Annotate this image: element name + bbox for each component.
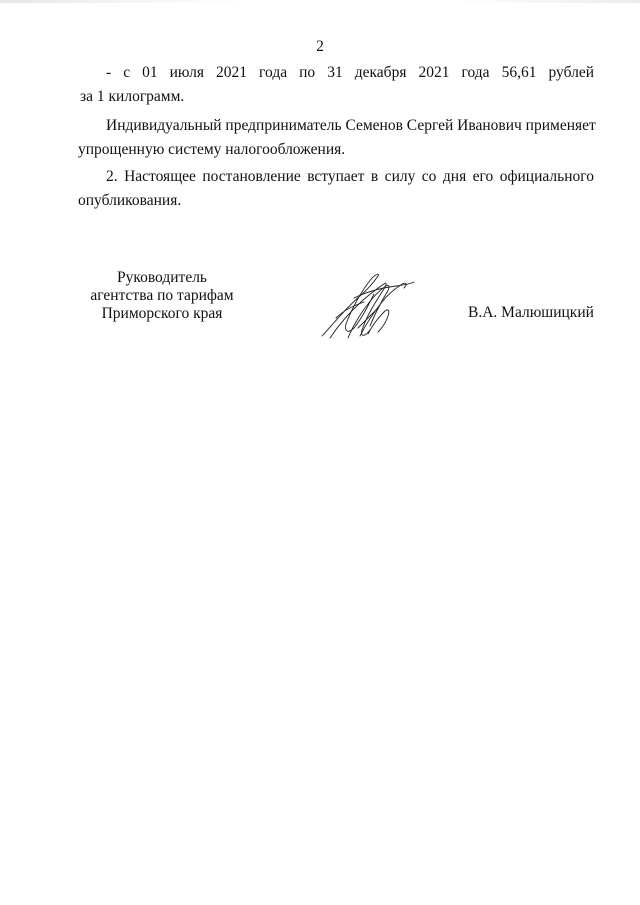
signatory-title-line-3: Приморского края bbox=[101, 305, 223, 322]
signatory-name: В.А. Малюшицкий bbox=[468, 304, 594, 321]
effective-date-paragraph bbox=[78, 165, 594, 213]
effective-date-line-2: опубликования. bbox=[78, 192, 182, 209]
tariff-paragraph bbox=[80, 61, 594, 109]
tariff-line-1: - с 01 июля 2021 года по 31 декабря 2021 года 56,61 рублей bbox=[106, 64, 594, 81]
handwritten-signature bbox=[316, 268, 416, 344]
tariff-line-2: за 1 килограмм. bbox=[80, 88, 185, 105]
effective-date-line-1: 2. Настоящее постановление вступает в силу со дня его официального bbox=[106, 168, 594, 185]
tax-system-line-2: упрощенную систему налогообложения. bbox=[78, 141, 346, 158]
signatory-title-line-2: агентства по тарифам bbox=[90, 287, 234, 304]
signatory-title-line-1: Руководитель bbox=[116, 269, 208, 286]
scan-edge bbox=[0, 0, 640, 3]
signatory-title bbox=[74, 269, 250, 323]
page-number: 2 bbox=[316, 38, 324, 55]
tax-system-paragraph bbox=[78, 114, 596, 162]
tax-system-line-1: Индивидуальный предприниматель Семенов Сергей Иванович применяет bbox=[106, 117, 596, 134]
